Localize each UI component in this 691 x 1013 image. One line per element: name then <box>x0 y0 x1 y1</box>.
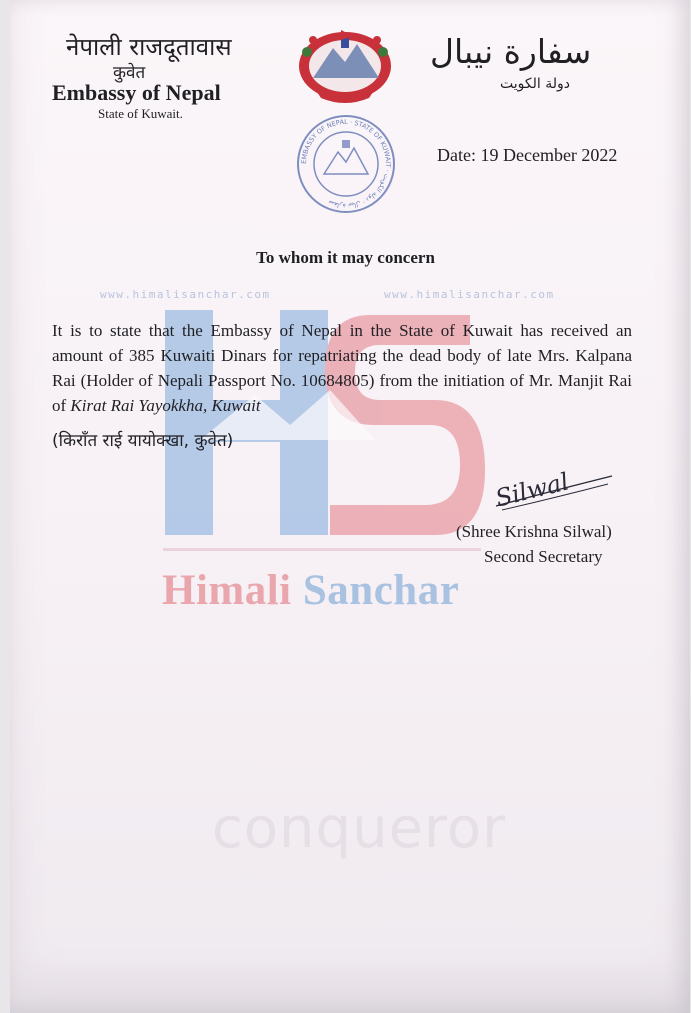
nepali-kuwait-label: कुवेत <box>113 63 146 83</box>
nepal-emblem-icon <box>293 22 397 104</box>
letter-subject: To whom it may concern <box>256 248 435 267</box>
body-text-main: It is to state that the Embassy of Nepal in the State of Kuwait has received an amount of 385 Kuwaiti Dinars for repatriating the dead body of late Mrs. Kalpana Rai (Holder of Nepali Passport No. 10684805) from the initiation of Mr. Manjit Rai of <box>52 321 632 415</box>
handwritten-signature <box>488 452 618 514</box>
signature-scribble: Silwal <box>492 467 572 513</box>
watermark-brand-part1: Himali <box>162 567 292 614</box>
state-label: State of Kuwait. <box>98 106 183 121</box>
himali-sanchar-watermark-text <box>162 566 459 615</box>
letter-date: Date: 19 December 2022 <box>437 145 618 165</box>
arabic-state-label: دولة الكويت <box>500 76 570 92</box>
paper-watermark: conqueror <box>212 796 507 861</box>
nepali-embassy-title: नेपाली राजदूतावास <box>66 33 232 61</box>
arabic-embassy-title: سفارة نيبال <box>430 32 592 71</box>
watermark-url-right: www.himalisanchar.com <box>384 288 555 301</box>
seal-ring-text: EMBASSY OF NEPAL · STATE OF KUWAIT · سفارة نيبال · دولة الكويت <box>299 117 393 211</box>
organization-nepali-name: (किराँत राई यायोक्खा, कुवेत) <box>52 431 234 451</box>
body-text-organization: Kirat Rai Yayokkha, Kuwait <box>70 396 261 415</box>
watermark-divider-line <box>163 548 481 551</box>
signatory-name: (Shree Krishna Silwal) <box>456 522 612 541</box>
embassy-title: Embassy of Nepal <box>52 80 221 105</box>
watermark-brand-part2: Sanchar <box>302 567 460 614</box>
letter-body <box>52 318 632 418</box>
signatory-role: Second Secretary <box>484 547 603 566</box>
embassy-seal-stamp <box>294 112 398 216</box>
watermark-url-left: www.himalisanchar.com <box>100 288 271 301</box>
